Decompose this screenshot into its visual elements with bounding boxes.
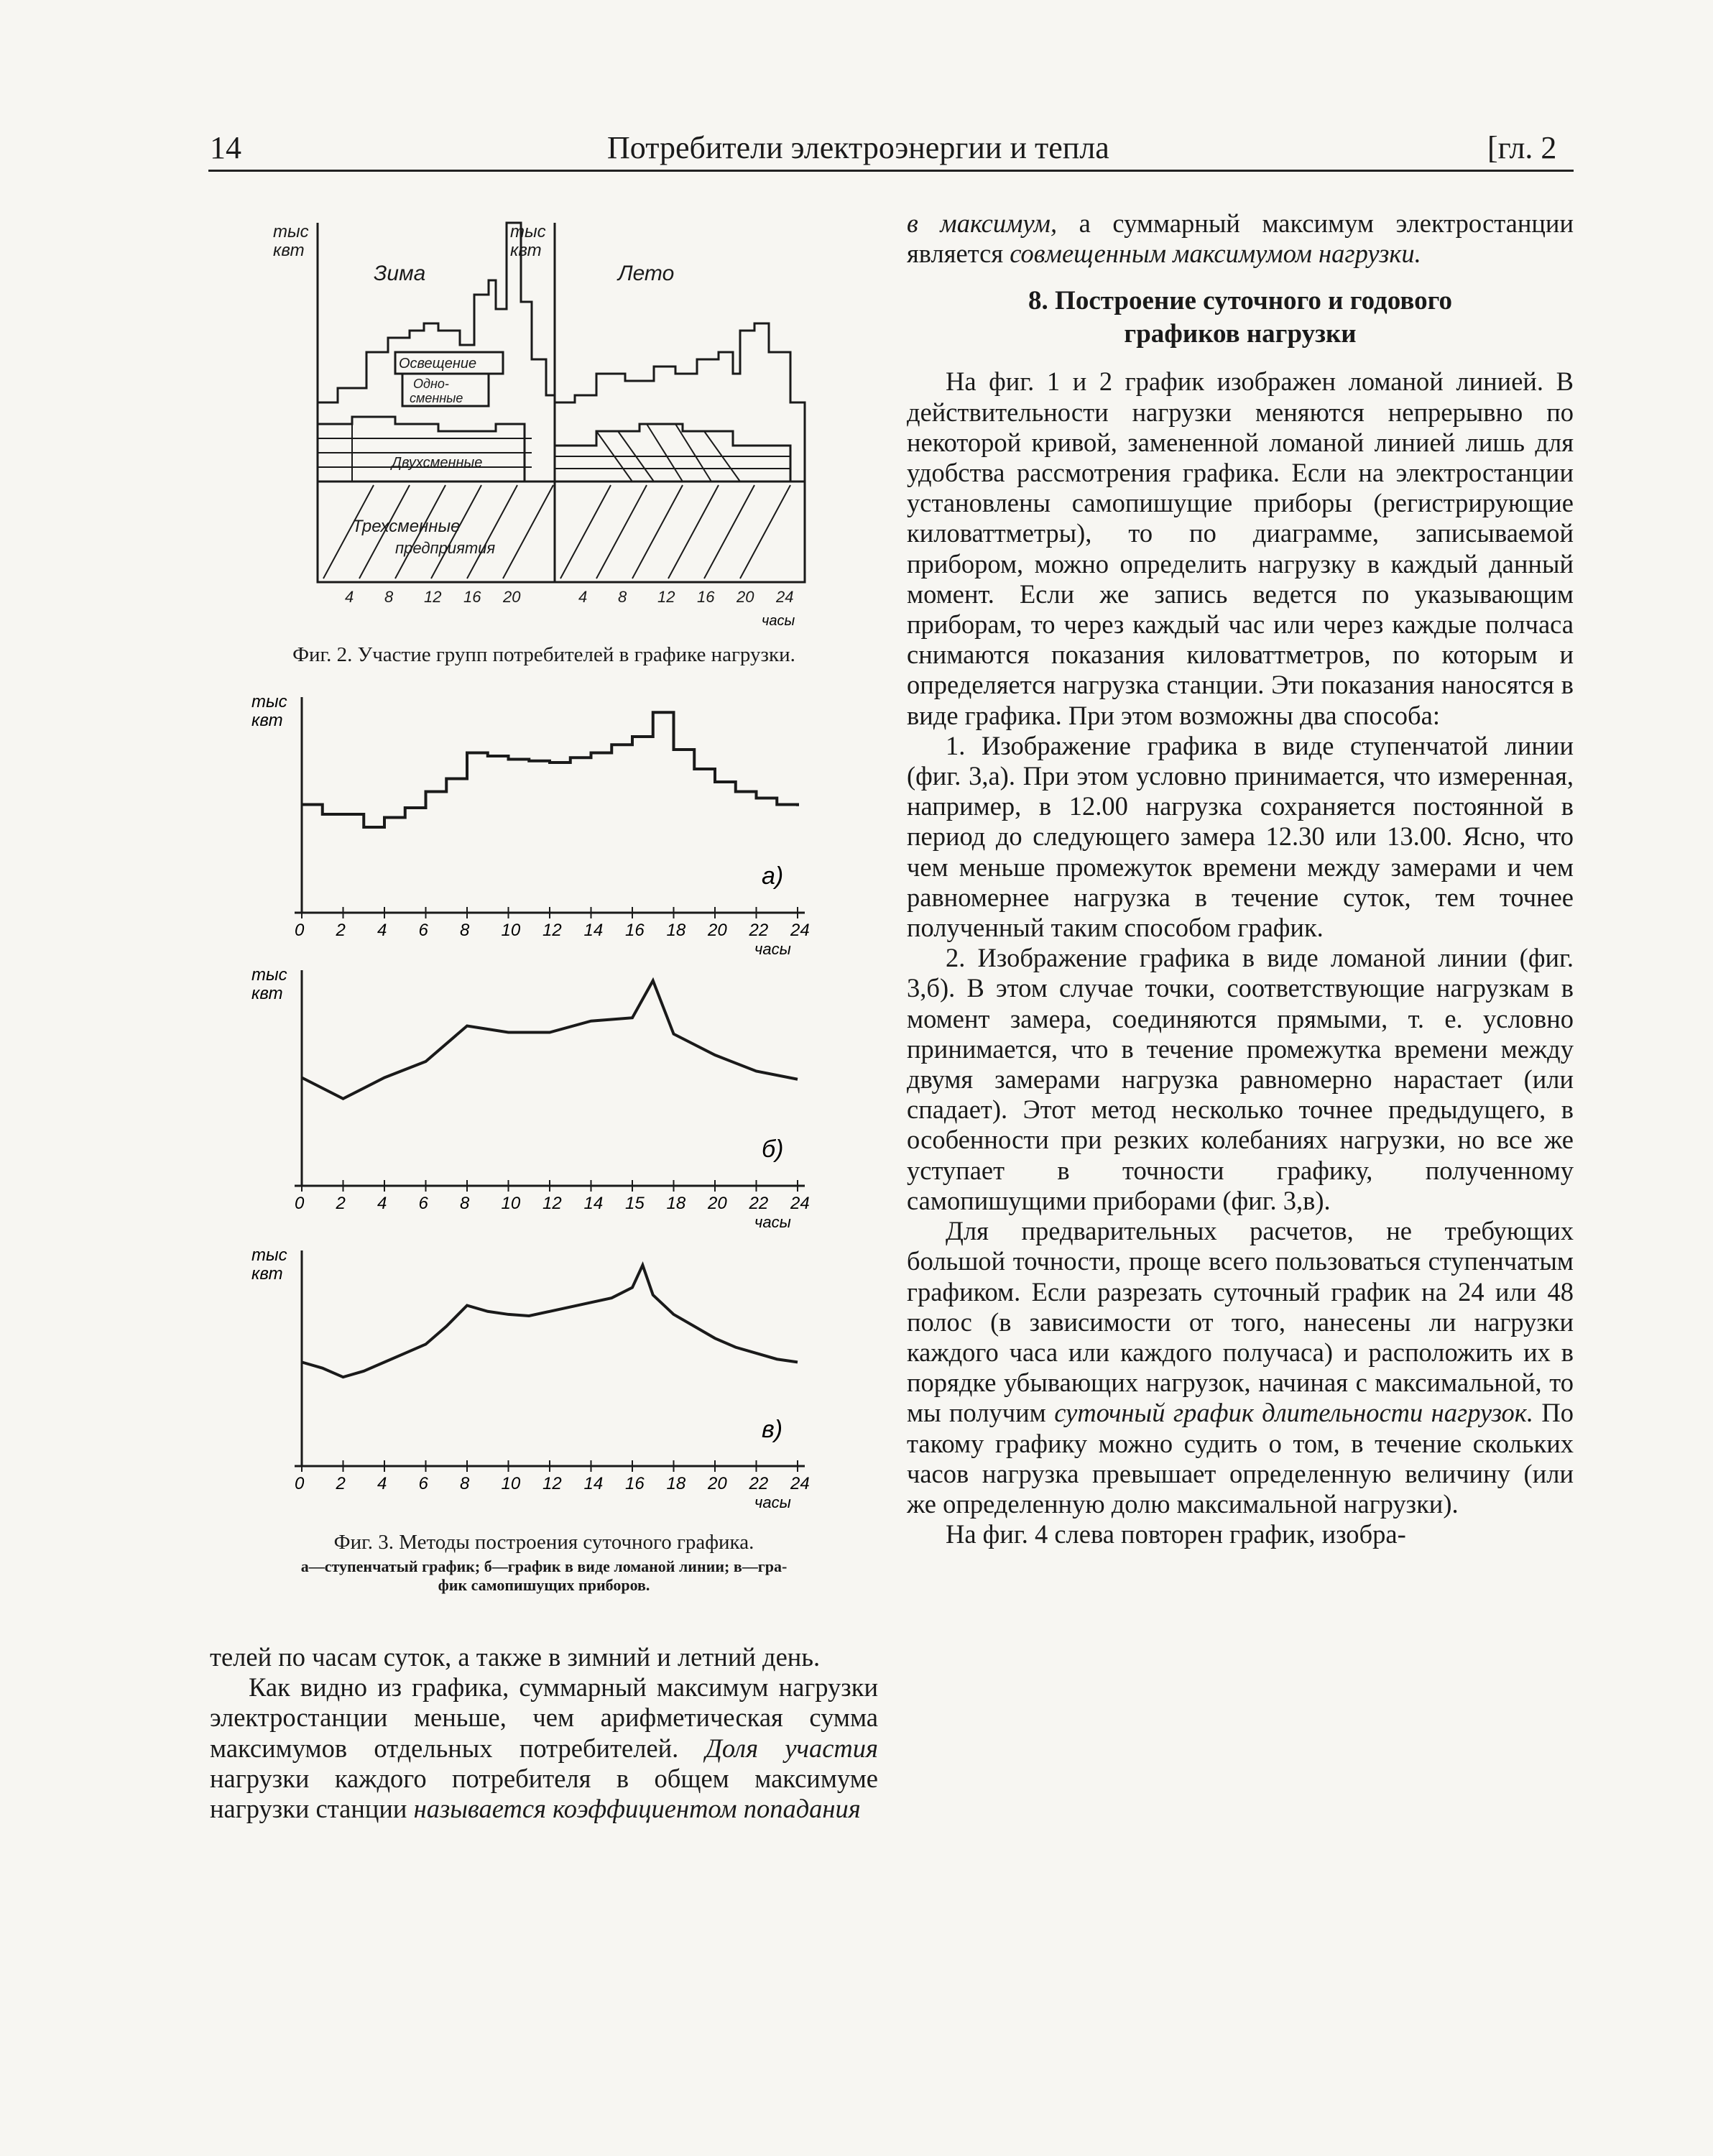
x-tick-label: 0 <box>295 1474 305 1493</box>
fig2-caption: Фиг. 2. Участие групп потребителей в графике нагрузки. <box>292 643 795 666</box>
fig2-unit-top-2: тыс <box>510 222 546 241</box>
left-p2-italic-2: называется коэффициентом попадания <box>413 1794 861 1824</box>
chart-unit-top: тыс <box>251 1245 287 1265</box>
fig2-unit-top: тыс <box>273 222 309 241</box>
left-text-column <box>210 1642 878 1824</box>
fig2-three-shift-label: Трехсменные <box>352 517 461 536</box>
right-p0-italic: в максимум, <box>907 208 1058 238</box>
fig2-tick-label: 4 <box>578 588 588 606</box>
x-tick-label: 15 <box>625 1194 645 1213</box>
right-paragraph-4 <box>907 1216 1574 1519</box>
x-tick-label: 18 <box>666 921 686 940</box>
x-tick-label: 24 <box>790 921 810 940</box>
fig2-tick-label: 8 <box>618 588 627 606</box>
chart-unit-bottom: квт <box>251 711 283 730</box>
left-paragraph-2 <box>210 1672 878 1824</box>
fig3-subcaption-2: фик самопишущих приборов. <box>438 1576 650 1594</box>
x-tick-label: 10 <box>501 1474 521 1493</box>
x-tick-label: 12 <box>542 921 562 940</box>
x-tick-label: 10 <box>501 1194 521 1213</box>
figure-2 <box>259 208 862 640</box>
x-tick-label: 6 <box>418 1194 428 1213</box>
fig2-summer-label: Лето <box>618 262 675 285</box>
x-tick-label: 10 <box>501 921 521 940</box>
running-title: Потребители электроэнергии и тепла <box>607 130 1109 165</box>
left-paragraph-1: телей по часам суток, а также в зимний и летний день. <box>210 1642 821 1672</box>
x-tick-label: 6 <box>418 1474 428 1493</box>
x-tick-label: 24 <box>790 1474 810 1493</box>
chart-letter-label: б) <box>762 1135 784 1163</box>
x-tick-label: 22 <box>749 1194 769 1213</box>
chart-letter-label: а) <box>762 862 784 890</box>
left-p2-part-c: нагрузки каждого потребителя в общем максимуме нагрузки станции <box>210 1763 878 1824</box>
fig2-tick-label: 8 <box>384 588 394 606</box>
fig2-tick-label: 24 <box>776 588 794 606</box>
right-paragraph-0 <box>907 208 1574 269</box>
x-unit-label: часы <box>754 940 791 956</box>
fig2-unit-bottom-2: квт <box>510 241 542 260</box>
x-tick-label: 8 <box>460 921 470 940</box>
x-tick-label: 20 <box>708 1194 727 1213</box>
x-tick-label: 14 <box>583 1194 604 1213</box>
fig2-tick-label: 16 <box>697 588 715 606</box>
left-p2-italic: Доля участия <box>705 1733 878 1763</box>
x-tick-label: 8 <box>460 1194 470 1213</box>
x-tick-label: 22 <box>749 1474 769 1493</box>
x-tick-label: 14 <box>583 1474 604 1493</box>
fig2-tick-label: 20 <box>737 588 754 606</box>
right-p4-italic: суточный график длительности нагрузок. <box>1054 1398 1533 1428</box>
x-tick-label: 16 <box>625 1474 645 1493</box>
fig2-one-shift-label: Одно- <box>413 377 449 391</box>
x-tick-label: 20 <box>708 1474 727 1493</box>
right-p0-italic-2: совмещенным максимумом нагрузки. <box>1010 239 1421 269</box>
chart-letter-label: в) <box>762 1416 783 1443</box>
x-tick-label: 18 <box>666 1194 686 1213</box>
x-tick-label: 2 <box>336 1474 346 1493</box>
x-unit-label: часы <box>754 1213 791 1231</box>
right-p0-text: а суммарный максимум электростанции является <box>907 208 1574 269</box>
right-paragraph-2: 1. Изображение графика в виде ступенчатой линии (фиг. 3,а). При этом условно принимается, что измеренная, например, в 12.00 нагрузка сохраняется постоянной в период до следующего замера 12.30 или 13.00. Ясно, что чем меньше промежуток времени между замерами и чем равномернее нагрузка в течение суток, тем точнее полученный таким способом график. <box>907 730 1574 943</box>
fig2-two-shift-label: Двухсменные <box>392 455 483 471</box>
x-tick-label: 16 <box>625 921 645 940</box>
fig2-lighting-label: Освещение <box>399 356 477 372</box>
x-tick-label: 8 <box>460 1474 470 1493</box>
x-tick-label: 4 <box>377 921 387 940</box>
chart-b <box>244 956 877 1236</box>
x-unit-label: часы <box>754 1493 791 1511</box>
right-p4-part-a: Для предварительных расчетов, не требующих большой точности, проще всего пользоваться ступенчатым графиком. Если разрезать суточный график на 24 или 48 полос (в зависимости от того, нанесены ли нагрузки каждого часа или каждого получаса) и расположить их в порядке убывающих нагрузок, начиная с максимальной, то мы получим <box>907 1216 1574 1428</box>
x-tick-label: 12 <box>542 1194 562 1213</box>
x-tick-label: 12 <box>542 1474 562 1493</box>
fig2-tick-label: 16 <box>463 588 481 606</box>
section-heading: 8. Построение суточного и годового графиков нагрузки <box>1028 286 1452 349</box>
x-tick-label: 2 <box>336 921 346 940</box>
load-curve <box>302 712 798 827</box>
fig2-winter-label: Зима <box>374 262 426 285</box>
load-curve <box>302 981 798 1099</box>
x-tick-label: 2 <box>336 1194 346 1213</box>
fig3-subcaption-1: а—ступенчатый график; б—график в виде ломаной линии; в—гра- <box>300 1557 788 1575</box>
fig2-enterprises-label: предприятия <box>395 539 496 557</box>
fig2-tick-label: 20 <box>503 588 521 606</box>
x-tick-label: 22 <box>749 921 769 940</box>
x-tick-label: 4 <box>377 1194 387 1213</box>
header-rule <box>208 170 1574 172</box>
fig2-one-shift-label-2: сменные <box>410 391 463 405</box>
x-tick-label: 0 <box>295 1194 305 1213</box>
fig2-hours-label: часы <box>762 613 795 629</box>
x-tick-label: 18 <box>666 1474 686 1493</box>
x-tick-label: 4 <box>377 1474 387 1493</box>
x-tick-label: 14 <box>583 921 604 940</box>
right-text-column <box>907 208 1574 1549</box>
fig2-tick-label: 4 <box>345 588 354 606</box>
load-curve <box>302 1265 798 1377</box>
chart-unit-top: тыс <box>251 965 287 985</box>
x-tick-label: 0 <box>295 921 305 940</box>
right-p4-part-c: По такому графику можно судить о том, в течение скольких часов нагрузка превышает определенную величину (или же определенную долю максимальной нагрузки). <box>907 1398 1574 1519</box>
chart-a <box>244 683 877 956</box>
x-tick-label: 6 <box>418 921 428 940</box>
fig2-unit-bottom: квт <box>273 241 305 260</box>
chart-unit-top: тыс <box>251 692 287 711</box>
fig2-tick-labels <box>345 588 793 606</box>
fig2-tick-label: 12 <box>424 588 442 606</box>
left-p2-part-a: Как видно из графика, суммарный максимум нагрузки электростанции меньше, чем арифметическая сумма максимумов отдельных потребителей. <box>210 1672 878 1763</box>
right-paragraph-1: На фиг. 1 и 2 график изображен ломаной линией. В действительности нагрузки меняются непрерывно по некоторой кривой, замененной ломаной линией лишь для удобства рассмотрения графика. Если на электростанции установлены самопишущие приборы (регистрирующие киловаттметры), то по диаграмме, записываемой прибором, можно определить нагрузку в каждый данный момент. Если же запись ведется по указывающим приборам, то через каждый час или через каждые полчаса снимаются показания киловаттметров, по которым и определяется нагрузка станции. Эти показания наносятся в виде графика. При этом возможны два способа: <box>907 367 1574 730</box>
x-tick-label: 24 <box>790 1194 810 1213</box>
chart-unit-bottom: квт <box>251 1264 283 1284</box>
fig3-caption: Фиг. 3. Методы построения суточного графика. <box>333 1531 754 1554</box>
fig2-tick-label: 12 <box>657 588 675 606</box>
chart-c <box>244 1236 877 1524</box>
right-paragraph-3: 2. Изображение графика в виде ломаной линии (фиг. 3,б). В этом случае точки, соответствующие нагрузкам в момент замера, соединяются прямыми, т. е. условно принимается, что в течение промежутка времени между двумя замерами нагрузка равномерно нарастает (или спадает). Этот метод несколько точнее предыдущего, в особенности при резких колебаниях нагрузки, но все же уступает в точности графику, полученному самопишущими приборами (фиг. 3,в). <box>907 943 1574 1215</box>
chart-unit-bottom: квт <box>251 984 283 1003</box>
page-number: 14 <box>210 130 241 165</box>
chapter-marker: [гл. 2 <box>1487 130 1557 165</box>
x-tick-label: 20 <box>708 921 727 940</box>
right-paragraph-5: На фиг. 4 слева повторен график, изобра- <box>946 1519 1406 1549</box>
